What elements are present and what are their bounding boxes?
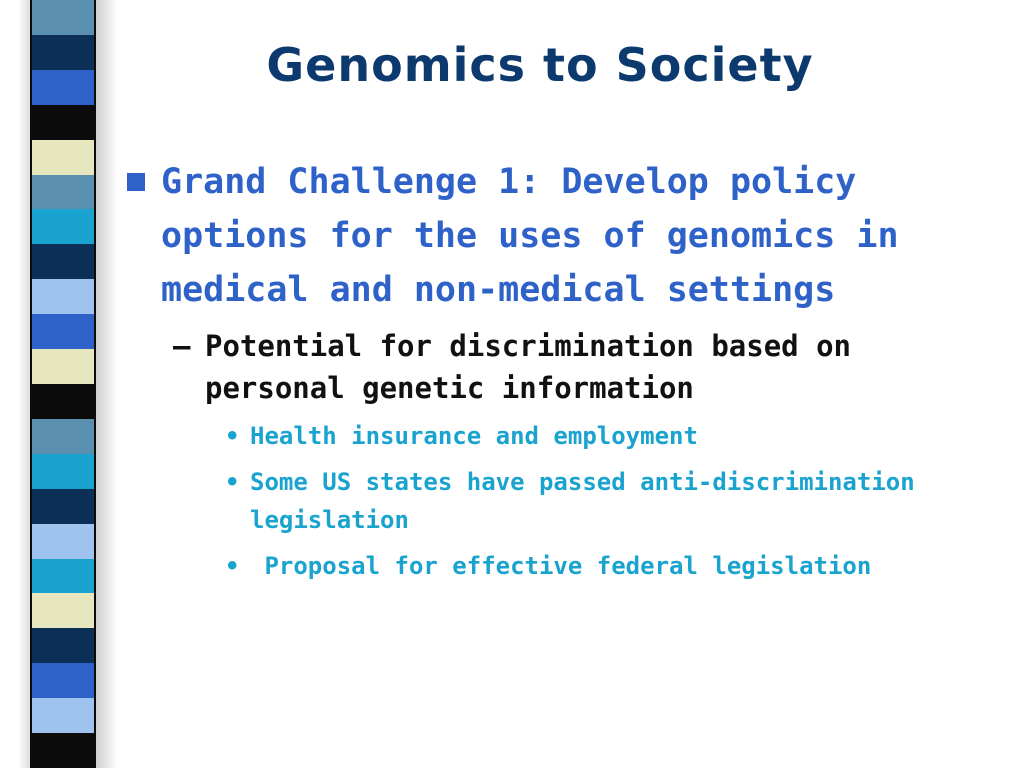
stripe-block [30, 140, 96, 175]
bullet-level-1 [125, 155, 985, 317]
slide-body [125, 155, 985, 585]
stripe-block [30, 628, 96, 663]
sub-sub-bullet-text: Health insurance and employment [250, 422, 698, 450]
decorative-stripe [30, 0, 96, 768]
stripe-block [30, 489, 96, 524]
dot-bullet-icon: • [225, 552, 240, 580]
sub-sub-bullet-text: Some US states have passed anti-discrimination legislation [250, 468, 915, 534]
stripe-shadow-left [18, 0, 30, 768]
stripe-block [30, 559, 96, 594]
slide-title: Genomics to Society [266, 38, 814, 92]
stripe-block [30, 314, 96, 349]
stripe-block [30, 175, 96, 210]
stripe-block [30, 0, 96, 35]
stripe-block [30, 524, 96, 559]
stripe-block [30, 733, 96, 768]
bullet-level-3 [125, 463, 985, 539]
bullet-level-3 [125, 417, 985, 455]
stripe-block [30, 698, 96, 733]
bullet-level-3 [125, 547, 985, 585]
stripe-block [30, 244, 96, 279]
stripe-block [30, 35, 96, 70]
stripe-block [30, 454, 96, 489]
stripe-block [30, 349, 96, 384]
stripe-block [30, 593, 96, 628]
stripe-block [30, 105, 96, 140]
stripe-block [30, 209, 96, 244]
stripe-block [30, 384, 96, 419]
dot-bullet-icon: • [225, 422, 240, 450]
bullet-level-2 [125, 325, 985, 409]
square-bullet-icon [127, 173, 145, 191]
dot-bullet-icon: • [225, 468, 240, 496]
stripe-block [30, 663, 96, 698]
stripe-block [30, 70, 96, 105]
stripe-shadow [96, 0, 118, 768]
bullet-text: Grand Challenge 1: Develop policy options for the uses of genomics in medical and non-medical settings [161, 162, 899, 310]
stripe-block [30, 419, 96, 454]
sub-bullet-text: Potential for discrimination based on personal genetic information [205, 329, 852, 405]
dash-bullet-icon: – [173, 329, 191, 363]
stripe-block [30, 279, 96, 314]
sub-sub-bullet-text: Proposal for effective federal legislation [250, 552, 872, 580]
